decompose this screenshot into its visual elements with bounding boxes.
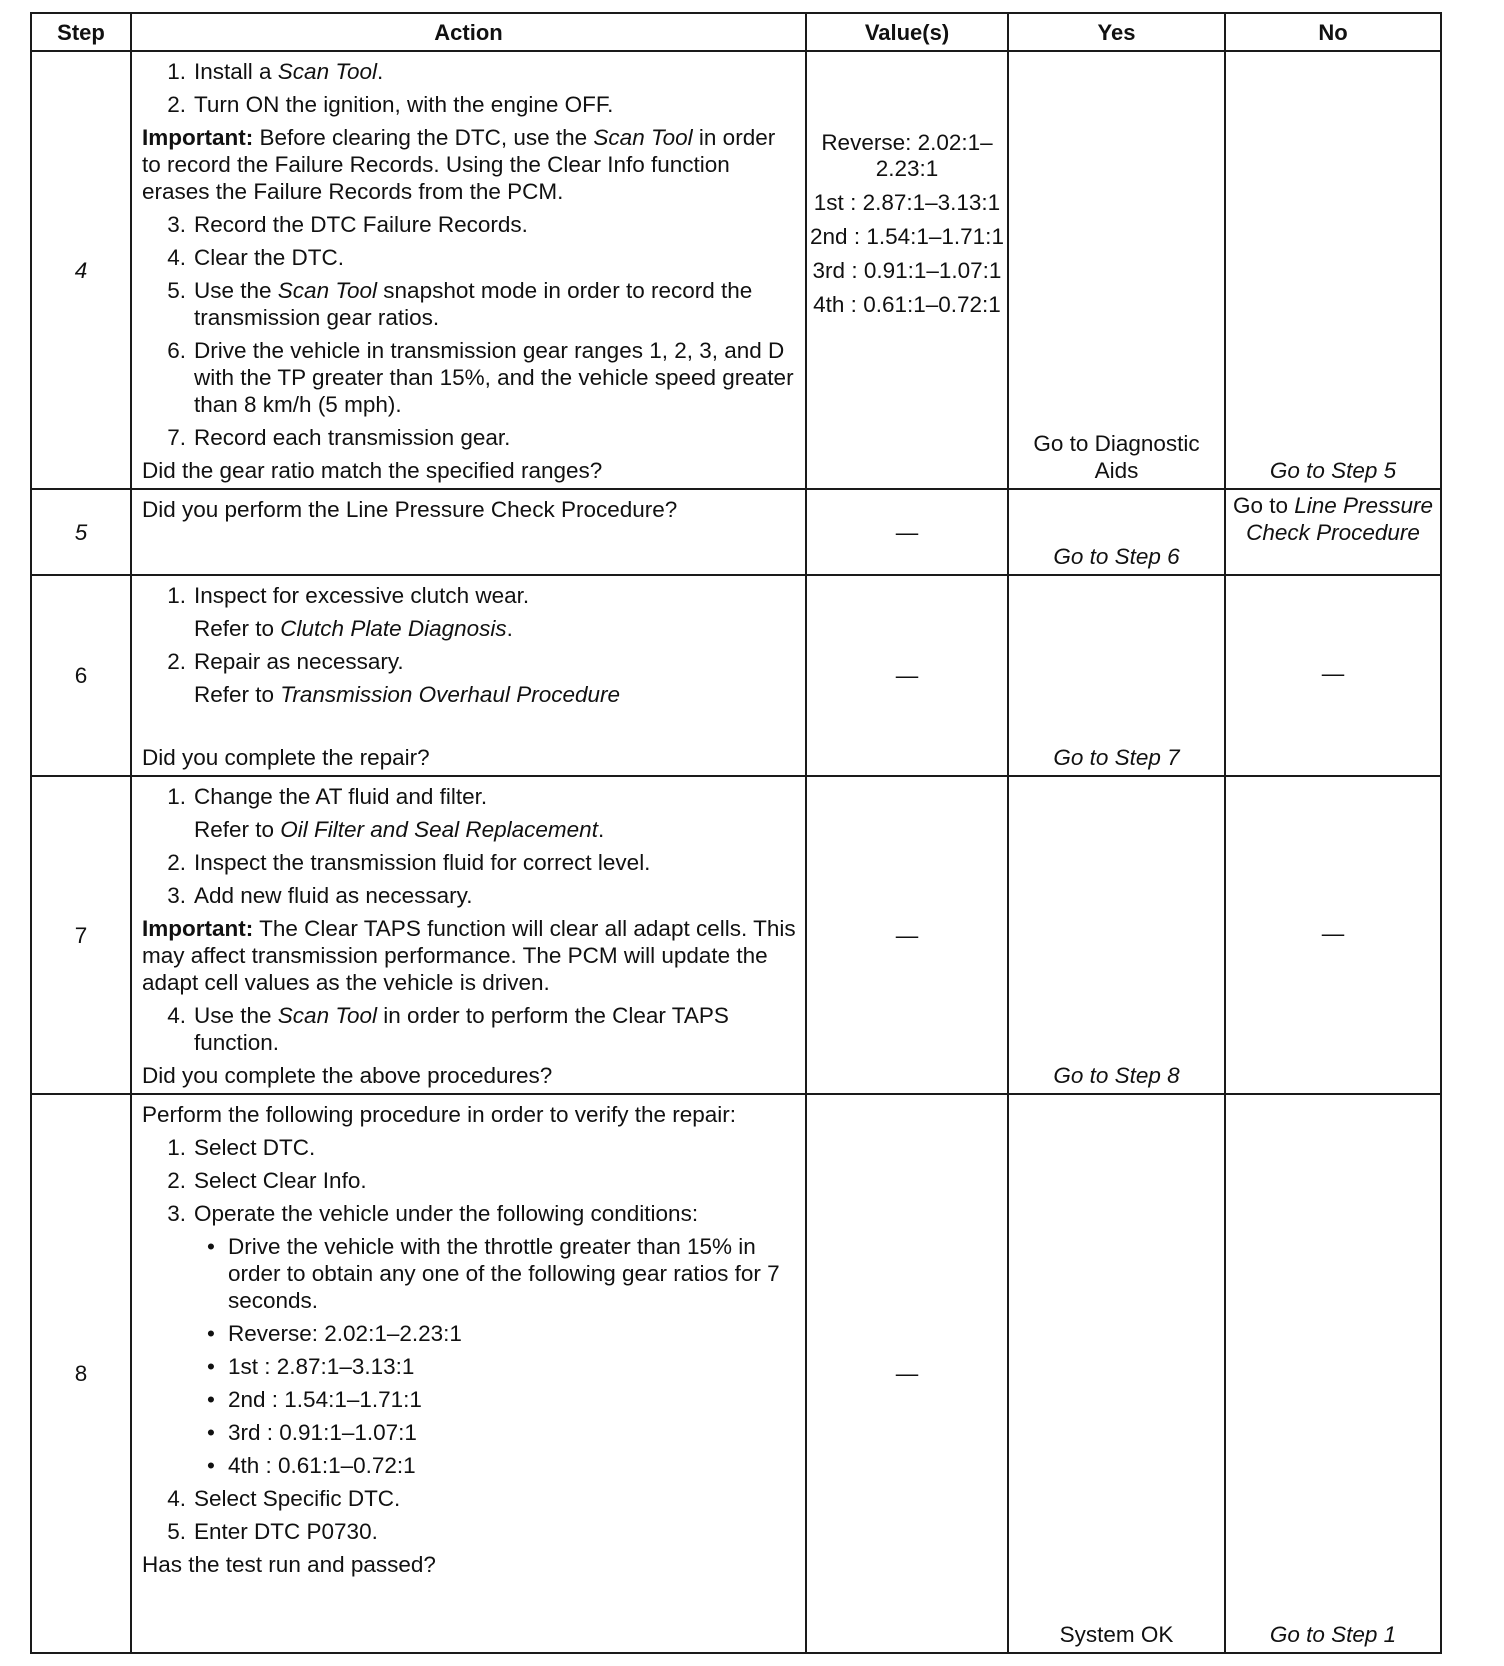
item-text: Enter DTC P0730. [194,1519,378,1544]
procedure-link[interactable]: Transmission Overhaul Procedure [280,682,621,707]
action-cell [131,51,806,489]
table-row-step-5 [31,489,1441,575]
list-item: 1. Install a Scan Tool. [142,58,797,85]
item-text: Record each transmission gear. [194,425,511,450]
list-item [142,849,797,876]
list-item [142,648,797,675]
item-number: 3. [167,212,186,237]
list-item [142,424,797,451]
reference-line: Refer to Clutch Plate Diagnosis. [194,616,513,641]
reference-text: Refer to [194,817,281,842]
item-number: 7. [167,425,186,450]
note-text: in order to record the Failure Records. Using the Clear Info function erases the Failure Records from the PCM. [142,125,776,204]
gear-ratio-value: 1st : 2.87:1–3.13:1 [813,190,1001,215]
table-row-step-4 [31,51,1441,489]
bullet-icon: • [207,1420,215,1445]
tool-reference: Scan Tool [593,125,693,150]
header-values: Value(s) [806,13,1008,51]
step-link[interactable]: Go to Step 6 [1053,544,1180,569]
intro-text: Perform the following procedure in order to verify the repair: [142,1102,737,1127]
item-number: 2. [167,1168,186,1193]
list-item [142,582,797,609]
values-cell: — [806,1094,1008,1653]
list-item [142,244,797,271]
action-cell [131,575,806,776]
item-text: Repair as necessary. [194,649,404,674]
step-link[interactable]: Go to Step 8 [1053,1063,1180,1088]
values-cell: — [806,489,1008,575]
reference-text: Refer to [194,616,281,641]
table-row-step-7 [31,776,1441,1094]
no-cell: — [1225,575,1441,776]
list-item [142,783,797,810]
list-item [142,277,797,331]
tool-reference: Scan Tool [277,278,378,303]
item-number: 5. [167,278,186,303]
bullet-icon: • [207,1453,215,1478]
item-number: 3. [167,883,186,908]
header-no: No [1225,13,1441,51]
yes-cell: Go to Diagnostic Aids [1008,51,1225,489]
item-text: Select Clear Info. [194,1168,367,1193]
list-item [142,91,797,118]
item-text: Drive the vehicle in transmission gear ranges 1, 2, 3, and D with the TP greater than 15%, and the vehicle speed greater than 8 km/h (5 mph). [194,338,794,417]
action-cell [131,489,806,575]
note-text: Before clearing the DTC, use the [253,125,594,150]
item-text: Select Specific DTC. [194,1486,401,1511]
yes-cell [1008,575,1225,776]
gear-ratio-value: 4th : 0.61:1–0.72:1 [813,292,1001,317]
gear-ratio-value: Reverse: 2.02:1–2.23:1 [821,130,993,181]
item-number: 1. [167,784,186,809]
item-number: 5. [167,1519,186,1544]
item-text: in order to perform the Clear TAPS function. [194,1003,729,1055]
item-text: snapshot mode in order to record the transmission gear ratios. [194,278,753,330]
important-label: Important: [142,916,254,941]
item-text: Clear the DTC. [194,245,345,270]
item-number: 1. [167,583,186,608]
step-number: 4 [31,51,131,489]
tool-reference: Scan Tool [277,1003,378,1028]
item-number: 2. [167,92,186,117]
procedure-link[interactable]: Clutch Plate Diagnosis [280,616,507,641]
step-number: 5 [31,489,131,575]
bullet-text: 1st : 2.87:1–3.13:1 [228,1354,415,1379]
list-item [142,1518,797,1545]
procedure-link[interactable]: Oil Filter and Seal Replacement [280,817,598,842]
no-cell [1225,51,1441,489]
list-item [142,1485,797,1512]
bullet-icon: • [207,1234,215,1259]
bullet-text: 3rd : 0.91:1–1.07:1 [228,1420,417,1445]
item-text: Use the [194,1003,278,1028]
no-text: Go to [1232,493,1295,518]
gear-ratio-value: 3rd : 0.91:1–1.07:1 [812,258,1002,283]
list-item [142,1002,797,1056]
bullet-item [194,1233,797,1314]
bullet-item [194,1386,797,1413]
reference-line [142,681,797,708]
list-item [142,882,797,909]
header-yes: Yes [1008,13,1225,51]
bullet-text: 4th : 0.61:1–0.72:1 [228,1453,416,1478]
diagnostic-table [30,12,1442,1654]
list-item [142,1200,797,1227]
note-text: The Clear TAPS function will clear all adapt cells. This may affect transmission performance. The PCM will update the adapt cell values as the vehicle is driven. [142,916,796,995]
item-text: Operate the vehicle under the following conditions: [194,1201,699,1226]
important-note [142,915,797,996]
header-step: Step [31,13,131,51]
step-link[interactable]: Go to Step 1 [1269,1622,1397,1647]
yes-cell: System OK [1008,1094,1225,1653]
bullet-text: Drive the vehicle with the throttle greater than 15% in order to obtain any one of the following gear ratios for 7 seconds. [228,1234,780,1313]
step-question: Did you perform the Line Pressure Check Procedure? [142,497,678,522]
list-item [142,1167,797,1194]
item-number: 4. [167,1486,186,1511]
step-question: Has the test run and passed? [142,1552,436,1577]
important-note [142,124,797,205]
bullet-item [194,1353,797,1380]
bullet-icon: • [207,1321,215,1346]
important-label: Important: [142,125,254,150]
bullet-text: 2nd : 1.54:1–1.71:1 [228,1387,422,1412]
values-cell [806,51,1008,489]
header-action: Action [131,13,806,51]
no-cell [1225,1094,1441,1653]
step-number: 8 [31,1094,131,1653]
step-question: Did you complete the above procedures? [142,1063,553,1088]
action-cell [131,776,806,1094]
tool-reference: Scan Tool [277,59,378,84]
yes-cell [1008,489,1225,575]
values-cell: — [806,776,1008,1094]
item-number: 4. [167,1003,186,1028]
item-text: Install a [194,59,278,84]
procedure-link[interactable]: Line Pressure Check Procedure [1246,493,1434,545]
item-text: Turn ON the ignition, with the engine OFF. [194,92,614,117]
item-text: Record the DTC Failure Records. [194,212,528,237]
bullet-icon: • [207,1354,215,1379]
reference-line: Refer to Oil Filter and Seal Replacement. [194,817,605,842]
item-text: Inspect for excessive clutch wear. [194,583,530,608]
item-number: 3. [167,1201,186,1226]
list-item [142,337,797,418]
step-link[interactable]: Go to Step 5 [1269,458,1397,483]
bullet-item [194,1452,797,1479]
step-question: Did the gear ratio match the specified ranges? [142,458,603,483]
header-row [31,13,1441,51]
item-number: 6. [167,338,186,363]
item-number: 4. [167,245,186,270]
bullet-item [194,1419,797,1446]
no-cell: — [1225,776,1441,1094]
bullet-text: Reverse: 2.02:1–2.23:1 [228,1321,462,1346]
step-link[interactable]: Go to Step 7 [1053,745,1180,770]
item-number: 1. [167,1135,186,1160]
item-text: Change the AT fluid and filter. [194,784,488,809]
step-number: 6 [31,575,131,776]
step-number: 7 [31,776,131,1094]
item-text: Select DTC. [194,1135,316,1160]
bullet-item [194,1320,797,1347]
bullet-icon: • [207,1387,215,1412]
action-cell [131,1094,806,1653]
item-text: Use the [194,278,278,303]
reference-text: Refer to [194,682,281,707]
yes-cell [1008,776,1225,1094]
item-text: Inspect the transmission fluid for correct level. [194,850,651,875]
gear-ratio-value: 2nd : 1.54:1–1.71:1 [810,224,1004,249]
values-cell: — [806,575,1008,776]
table-row-step-6 [31,575,1441,776]
list-item [142,1134,797,1161]
table-row-step-8 [31,1094,1441,1653]
item-number: 2. [167,649,186,674]
no-cell [1225,489,1441,575]
item-text: Add new fluid as necessary. [194,883,473,908]
item-number: 1. [167,59,186,84]
item-number: 2. [167,850,186,875]
list-item [142,211,797,238]
step-question: Did you complete the repair? [142,745,430,770]
